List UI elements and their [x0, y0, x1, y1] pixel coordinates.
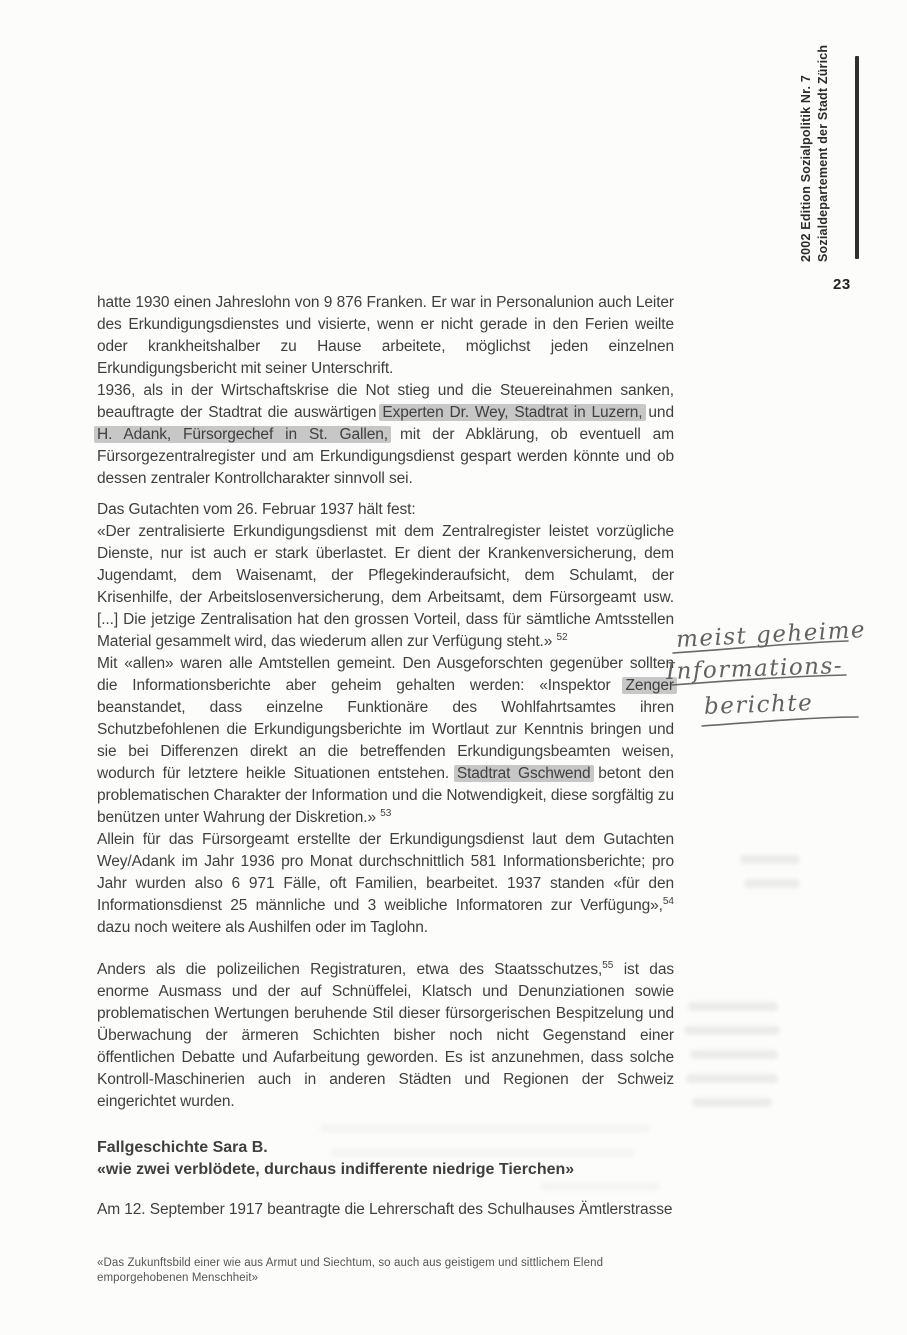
text-run: «Der zentralisierte Erkundigungsdienst mit dem Zentralregister leistet vorzügliche Dienste, nur ist auch er stark überlastet. Er dient der Krankenversicherung, dem Jugendamt, dem Waisenamt, der Pflegekinderaufsicht, dem Schulamt, der Krisenhilfe, der Arbeitslosenversicherung, dem Arbeitsamt, dem Fürsorgeamt usw. [...] Die jetzige Zentralisation hat den grossen Vorteil, dass für sämtliche Amtsstellen Material gesammelt wird, das wiederum allen zur Verfügung steht.» — [97, 523, 674, 650]
footnote-reference: 55 — [602, 959, 614, 971]
footnote: «Das Zukunftsbild einer wie aus Armut und Siechtum, so auch aus geistigem und sittlichem Elend emporgehobenen Menschheit» — [97, 1257, 604, 1284]
text-run: Am 12. September 1917 beantragte die Lehrerschaft des Schulhauses Ämtlerstrasse — [97, 1201, 673, 1218]
bleed-through-mark — [692, 1098, 772, 1107]
text-run: betont den problematischen Charakter der Information und die Notwendigkeit, diese sorgfältig zu benützen unter Wahrung der Diskretion.» — [97, 765, 675, 826]
highlighted-text: Stadtrat Gschwend — [456, 765, 591, 782]
text-run: dazu noch weitere als Aushilfen oder im Taglohn. — [97, 919, 428, 936]
highlighted-text: Experten Dr. Wey, Stadtrat in Luzern, — [382, 404, 643, 421]
paragraph-statistik — [97, 829, 674, 939]
bleed-through-mark — [320, 1124, 650, 1133]
text-run: und — [642, 404, 674, 421]
footnote-reference: 53 — [380, 807, 392, 819]
edition-label — [798, 44, 832, 262]
bleed-through-mark — [684, 1026, 780, 1035]
handwritten-line-2: Informations- — [665, 652, 844, 686]
text-run: hatte 1930 einen Jahreslohn von 9 876 Franken. Er war in Personalunion auch Leiter des Erkundigungsdienstes und visierte, wenn er nicht gerade in den Ferien weilte oder krankheitshalber zu Hause arbeitete, möglichst jeden einzelnen Erkundigungsbericht mit seiner Unterschrift. — [97, 294, 674, 377]
text-run: 1936, als in der Wirtschaftskrise die Not stieg und die Steuereinahmen sanken, beauftragte der Stadtrat die auswärtigen — [97, 382, 674, 421]
paragraph-gutachten-intro — [97, 499, 674, 521]
text-run: beanstandet, dass einzelne Funktionäre des Wohlfahrtsamtes ihren Schutzbefohlenen die Erkundigungsberichte im Wortlaut zur Kenntnis bringen und sie bei Differenzen direkt an die betreffenden Erkundigungsbeamten weisen, wodurch für letztere heikle Situationen entstehen. — [97, 699, 674, 782]
bleed-through-mark — [744, 879, 800, 888]
bleed-through-mark — [330, 1148, 635, 1157]
margin-rule — [855, 56, 859, 259]
text-run: mit der Abklärung, ob eventuell am Fürsorgezentralregister und am Erkundigungsdienst gespart werden könnte und ob dessen zentraler Kontrollcharakter sinnvoll sei. — [97, 426, 675, 487]
body-text — [97, 292, 674, 1221]
paragraph-experts-1936 — [97, 380, 674, 490]
highlighted-text: H. Adank, Fürsorgechef in St. Gallen, — [97, 426, 388, 443]
text-run: Allein für das Fürsorgeamt erstellte der Erkundigungsdienst laut dem Gutachten Wey/Adank im Jahr 1936 pro Monat durchschnittlich 581 Informationsberichte; pro Jahr wurden also 6 971 Fälle, oft Familien, bearbeitet. 1937 standen «für den Informationsdienst 25 männliche und 3 weibliche Informatoren zur Verfügung», — [97, 831, 674, 914]
handwritten-line-3: berichte — [703, 690, 814, 720]
bleed-through-mark — [740, 855, 800, 864]
paragraph-gutachten-quote — [97, 521, 674, 653]
handwritten-note — [664, 617, 907, 757]
text-run: «wie zwei verblödete, durchaus indifferente niedrige Tierchen» — [97, 1161, 575, 1178]
text-run: Das Gutachten vom 26. Februar 1937 hält fest: — [97, 501, 416, 518]
text-run: Anders als die polizeilichen Registraturen, etwa des Staatsschutzes, — [97, 961, 603, 978]
text-run: ist das enorme Ausmass und der auf Schnüffelei, Klatsch und Denunziationen sowie problematischen Wertungen beruhende Stil dieser fürsorgerischen Bespitzelung und Überwachung der ärmeren Schichten bisher noch nicht Gegenstand einer öffentlichen Debatte und Aufarbeitung geworden. Es ist anzunehmen, dass solche Kontroll-Maschinerien auch in anderen Städten und Regionen der Schweiz eingerichtet wurden. — [97, 961, 674, 1110]
paragraph-geheim — [97, 653, 674, 829]
paragraph-registraturen — [97, 959, 674, 1113]
highlighted-text: Zenger — [625, 677, 674, 694]
edition-line-2: Sozialdepartement der Stadt Zürich — [816, 44, 830, 262]
bleed-through-mark — [690, 1050, 778, 1059]
bleed-through-mark — [688, 1002, 778, 1011]
section-heading-line2 — [97, 1159, 674, 1181]
footnote-reference: 52 — [556, 631, 568, 643]
text-run: Fallgeschichte Sara B. — [97, 1139, 268, 1156]
bleed-through-mark — [540, 1182, 660, 1191]
page-number: 23 — [833, 276, 851, 293]
text-run: Mit «allen» waren alle Amtstellen gemeint. Den Ausgeforschten gegenüber sollten die Informationsberichte aber geheim gehalten werden: «Inspektor — [97, 655, 674, 694]
footnote-reference: 54 — [662, 895, 674, 907]
paragraph-salary — [97, 292, 674, 380]
handwritten-line-1: meist geheime — [675, 617, 867, 653]
paragraph-sara-intro — [97, 1199, 674, 1221]
edition-line-1: 2002 Edition Sozialpolitik Nr. 7 — [799, 74, 813, 262]
bleed-through-mark — [686, 1074, 778, 1083]
